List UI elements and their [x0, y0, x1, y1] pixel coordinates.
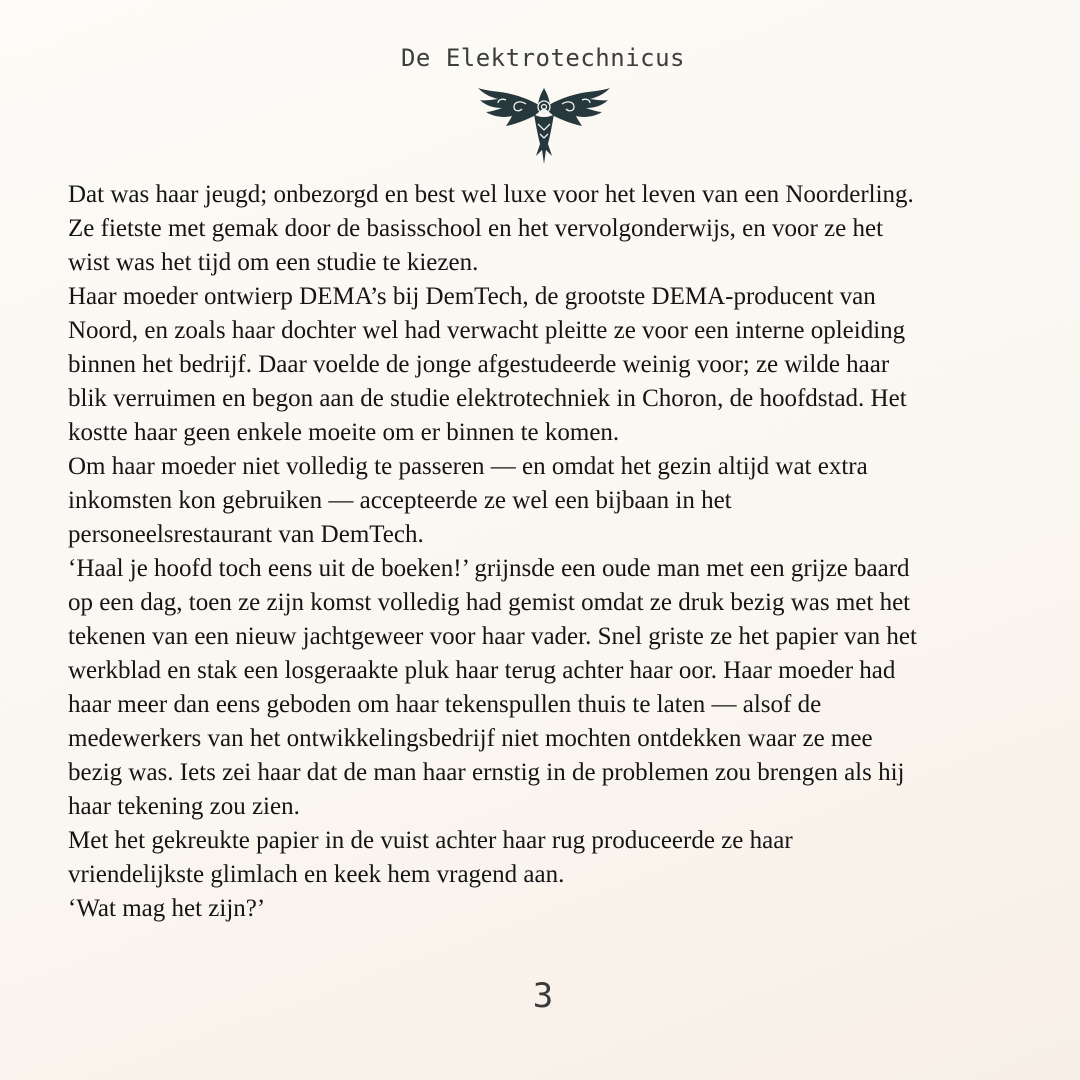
text-line: binnen het bedrijf. Daar voelde de jonge afgestudeerde weinig voor; ze wilde haar [68, 351, 890, 378]
text-line: tekenen van een nieuw jachtgeweer voor haar vader. Snel griste ze het papier van het [68, 623, 917, 650]
text-line: haar meer dan eens geboden om haar tekenspullen thuis te laten — alsof de [68, 691, 822, 718]
text-line: op een dag, toen ze zijn komst volledig had gemist omdat ze druk bezig was met het [68, 589, 911, 616]
text-line: Dat was haar jeugd; onbezorgd en best wel luxe voor het leven van een Noorderling. [68, 181, 914, 208]
text-line: Ze fietste met gemak door de basisschool en het vervolgonderwijs, en voor ze het [68, 215, 884, 242]
story-text [68, 178, 1018, 926]
text-line: blik verruimen en begon aan de studie elektrotechniek in Choron, de hoofdstad. Het [68, 385, 907, 412]
text-line: Haar moeder ontwierp DEMA’s bij DemTech, de grootste DEMA-producent van [68, 283, 876, 310]
page-number: 3 [532, 976, 554, 1016]
text-line: ‘Haal je hoofd toch eens uit de boeken!’ grijnsde een oude man met een grijze baard [68, 555, 910, 582]
text-line: werkblad en stak een losgeraakte pluk haar terug achter haar oor. Haar moeder had [68, 657, 896, 684]
text-line: kostte haar geen enkele moeite om er binnen te komen. [68, 419, 620, 446]
winged-bird-icon [476, 78, 612, 166]
text-line: ‘Wat mag het zijn?’ [68, 895, 266, 922]
book-title: De Elektrotechnicus [400, 44, 686, 72]
text-line: Met het gekreukte papier in de vuist achter haar rug produceerde ze haar [68, 827, 793, 854]
text-line: bezig was. Iets zei haar dat de man haar ernstig in de problemen zou brengen als hij [68, 759, 905, 786]
text-line: haar tekening zou zien. [68, 793, 300, 820]
text-line: wist was het tijd om een studie te kiezen. [68, 249, 479, 276]
text-line: personeelsrestaurant van DemTech. [68, 521, 424, 548]
text-line: Om haar moeder niet volledig te passeren — en omdat het gezin altijd wat extra [68, 453, 868, 480]
text-line: Noord, en zoals haar dochter wel had verwacht pleitte ze voor een interne opleiding [68, 317, 906, 344]
text-line: inkomsten kon gebruiken — accepteerde ze wel een bijbaan in het [68, 487, 732, 514]
text-line: vriendelijkste glimlach en keek hem vragend aan. [68, 861, 565, 888]
text-line: medewerkers van het ontwikkelingsbedrijf niet mochten ontdekken waar ze mee [68, 725, 873, 752]
